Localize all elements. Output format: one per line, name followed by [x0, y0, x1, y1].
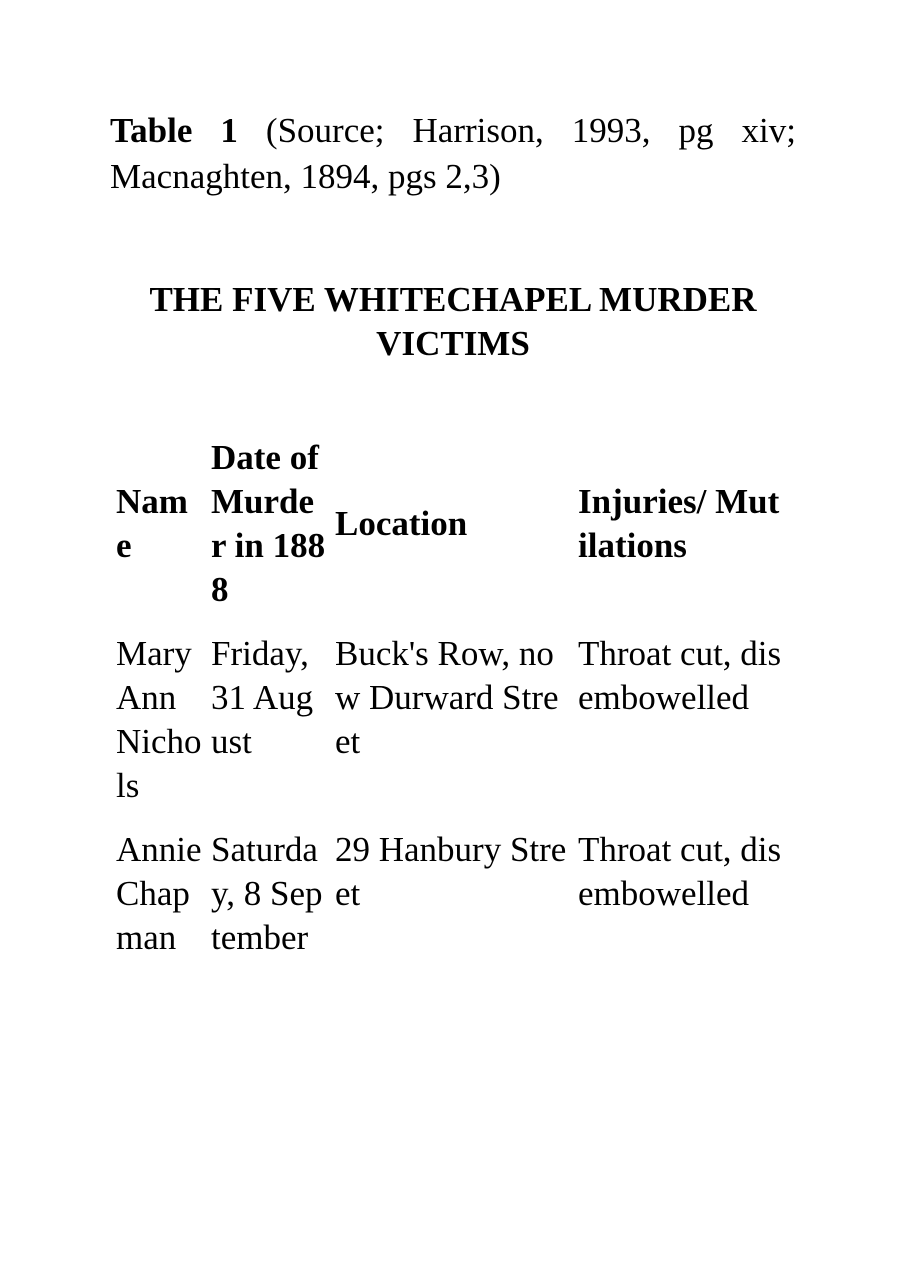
- table-header-row: [108, 436, 785, 632]
- cell-injuries: Throat cut, disembowelled: [578, 830, 782, 913]
- victims-table: [108, 436, 785, 980]
- page-title: THE FIVE WHITECHAPEL MURDER VICTIMS: [149, 280, 757, 363]
- cell-injuries: Throat cut, disembowelled: [578, 634, 782, 717]
- cell-name: Annie Chapman: [116, 830, 202, 957]
- cell-date: Friday, 31 August: [211, 634, 314, 761]
- cell-name: Mary Ann Nichols: [116, 634, 202, 805]
- cell-date: Saturday, 8 September: [211, 830, 323, 957]
- caption-label: Table 1: [110, 111, 238, 150]
- header-injuries: Injuries/ Mutilations: [578, 482, 780, 565]
- cell-location: Buck's Row, now Durward Street: [335, 634, 559, 761]
- caption-source-text: (Source; Harrison, 1993, pg xiv; Macnaghten, 1894, pgs 2,3): [110, 111, 797, 196]
- header-date-of-murder: Date of Murder in 1888: [211, 438, 326, 609]
- header-location: Location: [335, 504, 468, 543]
- table-caption: [110, 108, 796, 200]
- table-row: [108, 828, 785, 980]
- cell-location: 29 Hanbury Street: [335, 830, 567, 913]
- header-name: Name: [116, 482, 188, 565]
- table-row: [108, 632, 785, 828]
